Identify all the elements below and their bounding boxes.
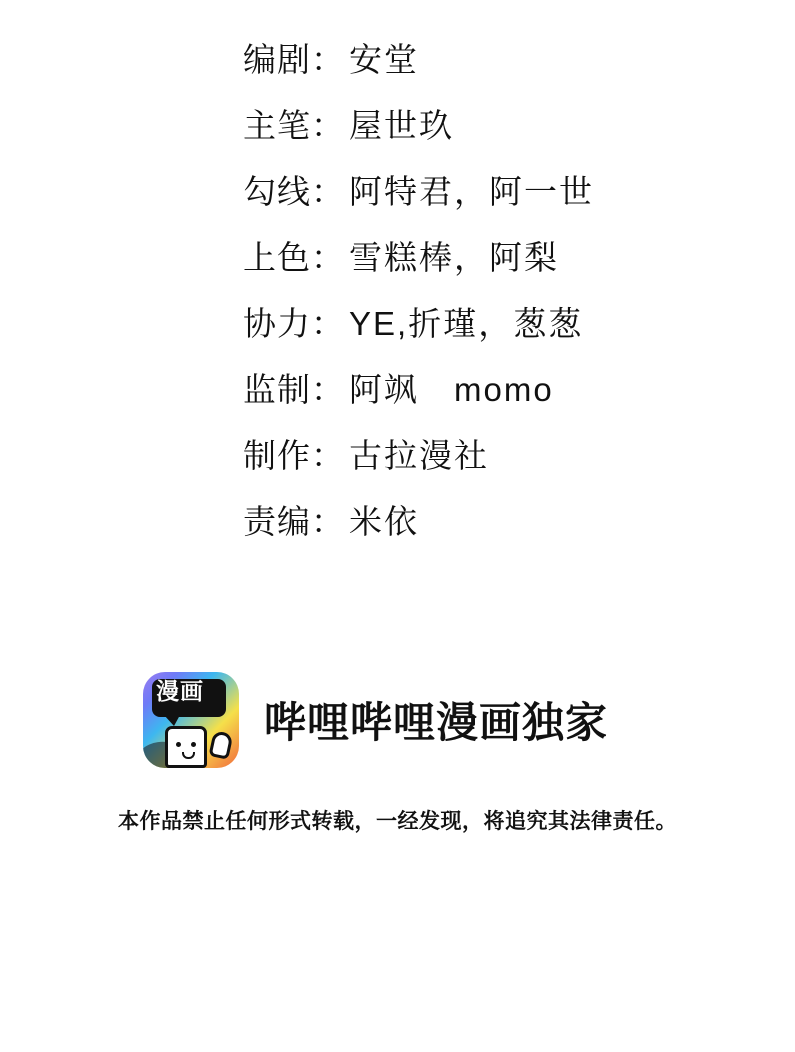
credit-value: 安堂: [349, 41, 419, 78]
credit-label: 协力：: [243, 305, 345, 342]
copyright-notice: 本作品禁止任何形式转载，一经发现，将追究其法律责任。: [118, 810, 677, 833]
credit-row: [0, 496, 795, 562]
credit-label: 责编：: [243, 503, 345, 540]
credit-row: [0, 166, 795, 232]
mascot-mouth: [182, 752, 195, 759]
credit-row: [0, 232, 795, 298]
credit-value: 屋世玖: [349, 107, 454, 144]
credit-row: [0, 100, 795, 166]
credit-label: 监制：: [243, 371, 345, 408]
credit-label: 勾线：: [243, 173, 345, 210]
credit-row: [0, 364, 795, 430]
credit-label: 制作：: [243, 437, 345, 474]
credits-list: [0, 34, 795, 562]
brand-name: 哔哩哔哩漫画独家: [264, 699, 609, 746]
credit-row: [0, 430, 795, 496]
credit-label: 编剧：: [243, 41, 345, 78]
credit-row: [0, 298, 795, 364]
credit-value: 阿飒 momo: [349, 371, 554, 408]
mascot-icon: [165, 726, 207, 768]
credit-row: [0, 34, 795, 100]
credit-value: 古拉漫社: [349, 437, 489, 474]
mascot-eye-left: [176, 742, 181, 747]
credit-value: 雪糕棒，阿梨: [349, 239, 559, 276]
bilibili-manga-logo-icon: [143, 672, 239, 768]
mascot-eye-right: [191, 742, 196, 747]
credit-value: YE,折瑾，葱葱: [349, 305, 584, 342]
credit-value: 米依: [349, 503, 419, 540]
mascot-hand-icon: [209, 730, 234, 760]
credit-value: 阿特君，阿一世: [349, 173, 594, 210]
credit-label: 主笔：: [243, 107, 345, 144]
brand-block: [143, 672, 608, 768]
logo-text: 漫画: [156, 678, 204, 704]
credit-label: 上色：: [243, 239, 345, 276]
